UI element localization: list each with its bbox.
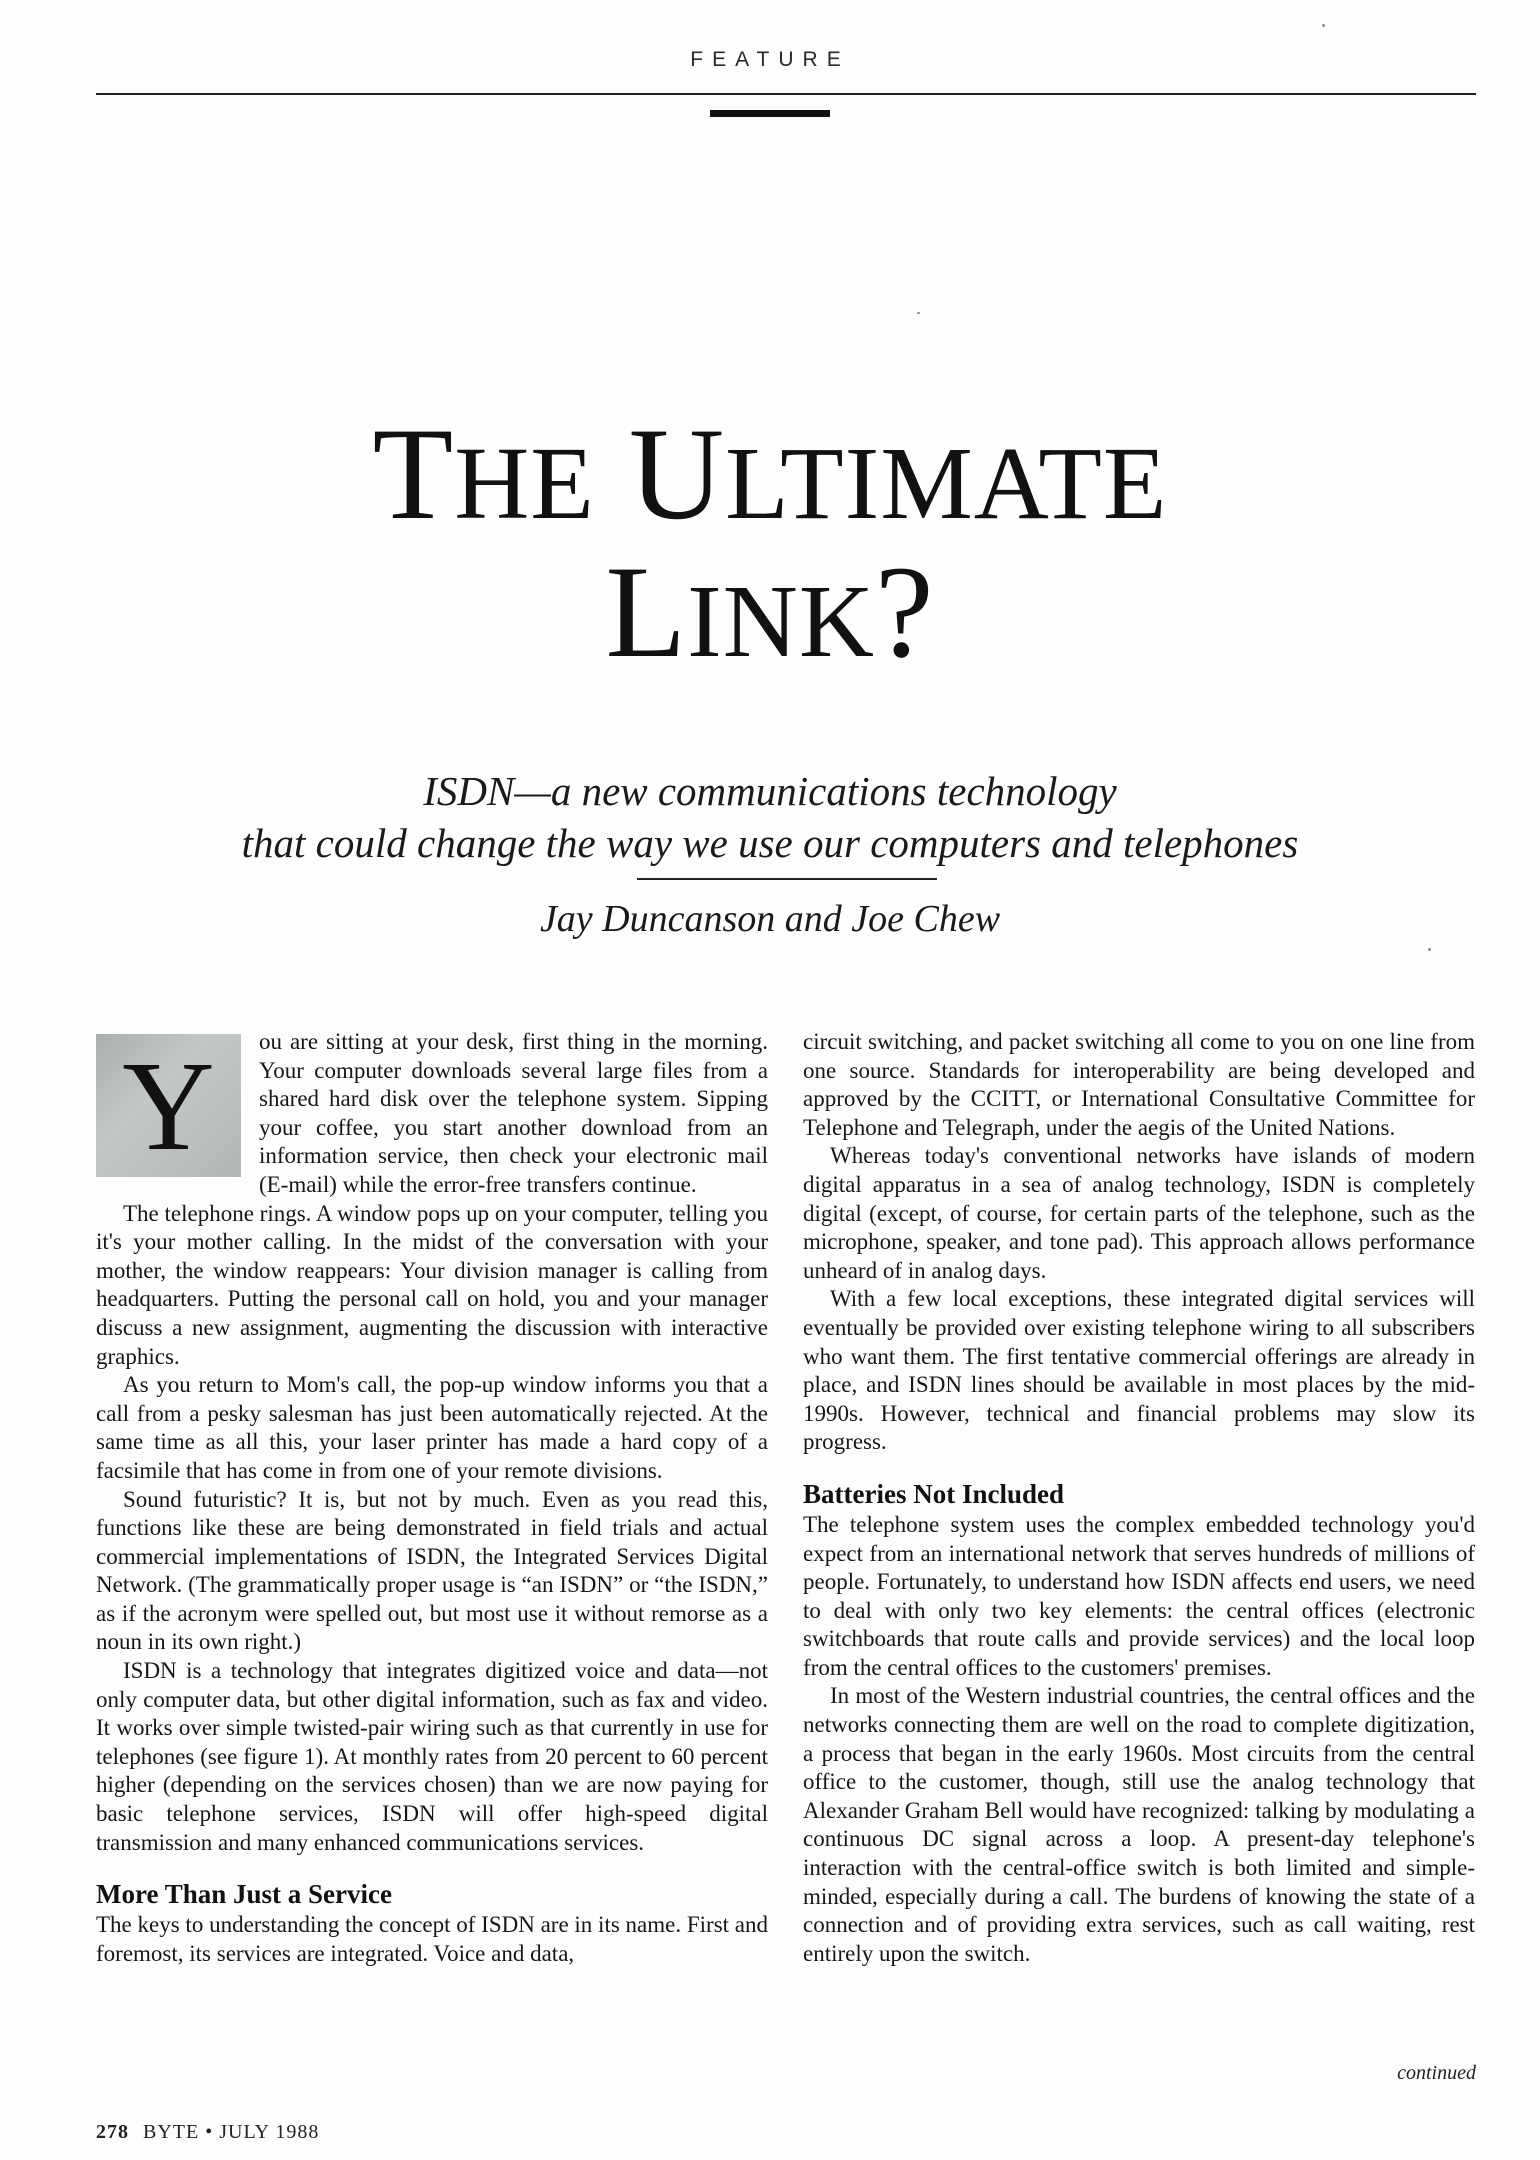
page-number: 278	[96, 2121, 129, 2143]
title-letter: T	[372, 400, 455, 547]
right-column	[803, 1028, 1475, 1968]
paragraph: Sound futuristic? It is, but not by much. Even as you read this, functions like these are being demonstrated in field trials and actual commercial implementations of ISDN, the Integrated Services Digital Network. (The grammatically proper usage is “an ISDN” or “the ISDN,” as if the acronym were spelled out, but most use it without remorse as a noun in its own right.)	[96, 1486, 768, 1655]
subhead: Batteries Not Included	[803, 1478, 1064, 1509]
paragraph: The keys to understanding the concept of ISDN are in its name. First and foremost, its services are integrated. Voice and data,	[96, 1912, 768, 1966]
subhead: More Than Just a Service	[96, 1879, 392, 1910]
deck-rule	[637, 878, 937, 880]
header-accent-bar	[710, 110, 830, 117]
title-letter: ?	[874, 538, 935, 685]
spacer	[96, 1857, 768, 1877]
paragraph: The telephone rings. A window pops up on your computer, telling you it's your mother calling. In the midst of the conversation with your mother, the window reappears: Your division manager is calling from headquarters. Putting the personal call on hold, you and your manager discuss a new assignment, augmenting the discussion with interactive graphics.	[96, 1200, 768, 1369]
paragraph: Whereas today's conventional networks have islands of modern digital apparatus in a sea of analog technology, ISDN is completely digital (except, of course, for certain parts of the telephone, such as the microphone, speaker, and tone pad). This approach allows performance unheard of in analog days.	[803, 1143, 1475, 1283]
deck-line: that could change the way we use our computers and telephones	[241, 820, 1299, 866]
byline: Jay Duncanson and Joe Chew	[539, 898, 1001, 940]
article-deck	[0, 765, 1540, 869]
title-smallcaps: HE	[454, 426, 595, 541]
paragraph: The telephone system uses the complex embedded technology you'd expect from an international network that serves hundreds of millions of people. Fortunately, to understand how ISDN affects end users, we need to deal with only two key elements: the central offices (electronic switchboards that route calls and provide services) and the local loop from the central offices to the customers' premises.	[803, 1511, 1475, 1680]
title-smallcaps: INK	[687, 564, 875, 679]
header-rule	[96, 93, 1476, 95]
spacer	[803, 1457, 1475, 1477]
print-speck	[917, 312, 920, 314]
paragraph: ou are sitting at your desk, first thing in the morning. Your computer downloads several large files from a shared hard disk over the telephone system. Sipping your coffee, you start another download from an information service, then check your electronic mail (E-mail) while the error-free transfers continue.	[259, 1029, 768, 1197]
paragraph: With a few local exceptions, these integrated digital services will eventually be provided over existing telephone wiring to all subscribers who want them. The first tentative commercial offerings are already in place, and ISDN lines should be available in most places by the mid-1990s. However, technical and financial problems may slow its progress.	[803, 1286, 1475, 1455]
page-footer	[96, 2121, 319, 2144]
title-letter: U	[594, 400, 726, 547]
article-title	[0, 400, 1540, 686]
paragraph: As you return to Mom's call, the pop-up window informs you that a call from a pesky salesman has just been automatically rejected. At the same time as all this, your laser printer has made a hard copy of a facsimile that has come in from one of your remote divisions.	[96, 1372, 768, 1483]
section-label: FEATURE	[690, 48, 850, 71]
paragraph: circuit switching, and packet switching all come to you on one line from one source. Standards for interoperability are being developed and approved by the CCITT, or International Consultative Committee for Telephone and Telegraph, under the aegis of the United Nations.	[803, 1029, 1475, 1140]
title-smallcaps: LTIMATE	[725, 426, 1168, 541]
print-speck	[1428, 948, 1431, 951]
publication-line: BYTE • JULY 1988	[143, 2121, 320, 2143]
print-speck	[1322, 24, 1325, 27]
continued-label: continued	[1397, 2062, 1476, 2084]
deck-line: ISDN—a new communications technology	[423, 768, 1117, 814]
drop-cap: Y	[96, 1034, 241, 1177]
title-letter: L	[605, 538, 688, 685]
paragraph: In most of the Western industrial countries, the central offices and the networks connecting them are well on the road to complete digitization, a process that began in the early 1960s. Most circuits from the central office to the customer, though, still use the analog technology that Alexander Graham Bell would have recognized: talking by modulating a continuous DC signal across a loop. A present-day telephone's interaction with the central-office switch is both limited and simple-minded, especially during a call. The burdens of knowing the state of a connection and of providing extra services, such as call waiting, rest entirely upon the switch.	[803, 1683, 1475, 1966]
paragraph: ISDN is a technology that integrates digitized voice and data—not only computer data, but other digital information, such as fax and video. It works over simple twisted-pair wiring such as that currently in use for telephones (see figure 1). At monthly rates from 20 percent to 60 percent higher (depending on the services chosen) than we are now paying for basic telephone services, ISDN will offer high-speed digital transmission and many enhanced communications services.	[96, 1658, 768, 1855]
left-column	[96, 1028, 768, 1968]
